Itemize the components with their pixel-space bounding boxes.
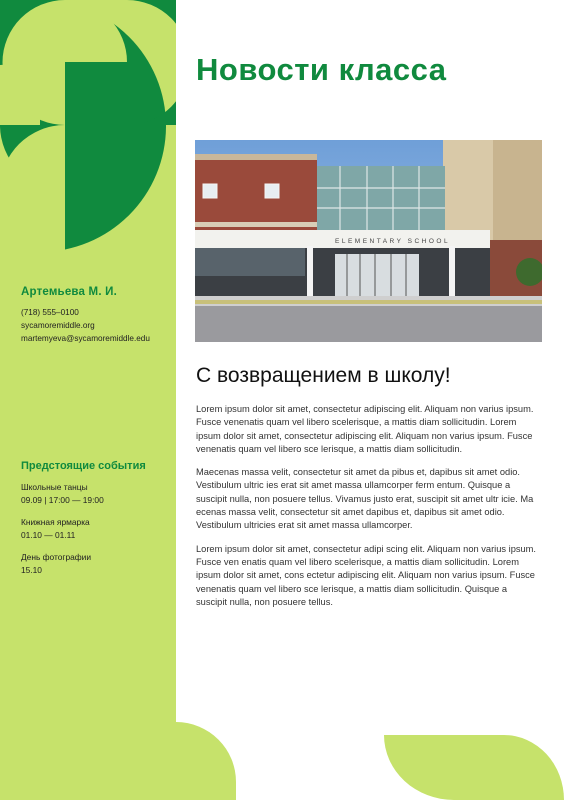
article-paragraph: Lorem ipsum dolor sit amet, consectetur adipi scing elit. Aliquam non varius ipsum. Fusce ven enatis quam vel libero scelerisque, a mattis diam sollicitudin. Lorem ipsum dolor sit amet, cons ectetur adipiscing elit. Aliquam non varius ipsum. Fusce venenatis quam vel libero sce lerisque, a mattis diam sollicitudin. Quisque a suscipit nulla, non posuere tellus. xyxy=(196,543,537,607)
building-sign: ELEMENTARY SCHOOL xyxy=(335,238,451,245)
phone-number: (718) 555–0100 xyxy=(21,308,79,317)
decorative-shapes-bottom-left xyxy=(0,722,240,800)
page-title: Новости класса xyxy=(196,52,447,87)
decorative-shapes-top xyxy=(0,0,176,252)
event-name: День фотографии xyxy=(21,552,92,562)
upcoming-events xyxy=(21,460,171,586)
events-heading: Предстоящие события xyxy=(21,460,146,472)
event-name: Книжная ярмарка xyxy=(21,517,90,527)
event-date: 15.10 xyxy=(21,565,42,575)
event-name: Школьные танцы xyxy=(21,482,88,492)
event-date: 01.10 — 01.11 xyxy=(21,530,76,540)
teacher-name: Артемьева М. И. xyxy=(21,286,117,298)
article-paragraph: Maecenas massa velit, consectetur sit amet da pibus et, dapibus sit amet odio. Vestibulum ultric ies erat sit amet massa ullamcorper ferm entum. Quisque a suscipit nulla, non posuere tellus. Vivamus justo erat, suscipit sit amet ultr icie. Ma ecenas massa velit, consectetur sit amet dapibus et, dapibus sit amet odio. Vestibulum ultricies erat sit amet massa ullamcorper. xyxy=(196,467,534,531)
website[interactable]: sycamoremiddle.org xyxy=(21,321,95,330)
article-paragraph: Lorem ipsum dolor sit amet, consectetur adipiscing elit. Aliquam non varius ipsum. Fusce venenatis quam vel libero scelerisque, a mattis diam sollicitudin. Lorem ipsum dolor sit amet, consectetur adipiscing elit. Aliquam non varius ipsum. Fusce venenatis quam vel libero sce lerisque, a mattis diam sollicitudin. xyxy=(196,404,534,454)
email-address[interactable]: martemyeva@sycamoremiddle.edu xyxy=(21,334,150,343)
school-photo xyxy=(195,140,542,342)
article-body xyxy=(196,403,536,619)
event-item xyxy=(21,481,171,507)
event-item xyxy=(21,516,171,542)
event-item xyxy=(21,551,171,577)
article-title: С возвращением в школу! xyxy=(196,364,451,387)
event-date: 09.09 | 17:00 — 19:00 xyxy=(21,495,104,505)
decorative-shapes-bottom-right xyxy=(384,735,564,800)
contact-block xyxy=(21,286,171,345)
